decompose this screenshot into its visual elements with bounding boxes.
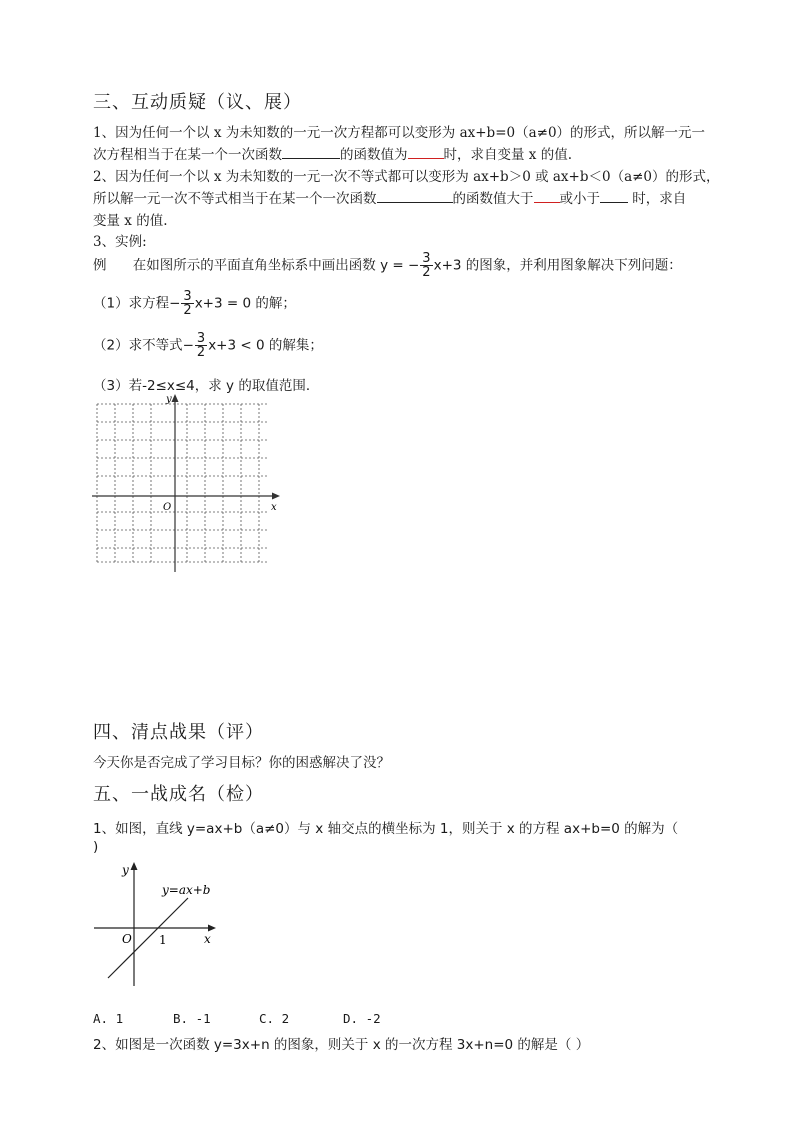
fraction-denominator: 2: [196, 345, 206, 360]
fraction: [181, 290, 193, 317]
answer-blank-red: [408, 146, 444, 159]
origin-label: O: [163, 502, 172, 513]
question-5-1-line-1: 1、如图，直线 y=ax+b（a≠0）与 x 轴交点的横坐标为 1，则关于 x 的方程 ax+b=0 的解为（: [93, 821, 679, 837]
example-text-post: x+3 的图象，并利用图象解决下列问题：: [433, 257, 682, 274]
y-axis-arrow: [131, 862, 138, 870]
option-c[interactable]: C. 2: [259, 1011, 290, 1026]
fraction-numerator: 3: [196, 331, 206, 346]
item-1-text-a: 次方程相当于在某一个一次函数: [93, 147, 282, 163]
question-3: （3）若-2≤x≤4，求 y 的取值范围．: [93, 378, 320, 394]
fraction-numerator: 3: [422, 251, 431, 266]
answer-blank: [282, 146, 340, 159]
answer-blank: [377, 190, 453, 203]
fraction-numerator: 3: [183, 289, 192, 304]
fraction: [195, 332, 207, 359]
line-equation-label: y=ax+b: [162, 883, 211, 897]
x-axis-label: x: [271, 502, 277, 513]
intercept-label: 1: [159, 933, 167, 947]
x-axis-arrow: [208, 925, 216, 932]
question-1-pre: （1）求方程−: [93, 295, 181, 312]
y-axis-label: y: [122, 863, 129, 877]
y-axis-arrow: [172, 394, 179, 402]
item-2-line-2: [93, 187, 686, 207]
option-a[interactable]: A. 1: [93, 1011, 124, 1026]
question-2: [93, 332, 323, 359]
option-b[interactable]: B. -1: [173, 1011, 211, 1026]
grid-lines: [97, 404, 268, 562]
item-1-text-b: 的函数值为: [340, 147, 408, 163]
item-2-text-d: 时，求自: [628, 191, 687, 207]
section-heading-4: 四、清点战果（评）: [93, 722, 264, 743]
question-2-pre: （2）求不等式−: [93, 337, 194, 354]
fraction: [420, 252, 432, 279]
section-heading-3: 三、互动质疑（议、展）: [93, 92, 302, 113]
question-1: [93, 290, 296, 317]
x-axis-arrow: [272, 493, 280, 500]
section-4-text: 今天你是否完成了学习目标？你的困惑解决了没？: [93, 755, 390, 771]
item-1-text-c: 时，求自变量 x 的值.: [443, 147, 572, 163]
x-axis-label: x: [204, 932, 211, 946]
question-2-post: x+3 < 0 的解集；: [208, 337, 323, 354]
question-1-post: x+3 = 0 的解；: [194, 295, 296, 312]
answer-blank: [600, 190, 628, 203]
y-axis-label: y: [166, 394, 172, 405]
item-2-text-b: 的函数值大于: [452, 191, 534, 207]
function-line: [108, 898, 188, 978]
option-d[interactable]: D. -2: [343, 1011, 381, 1026]
item-2-text-c: 或小于: [559, 191, 600, 207]
fraction-denominator: 2: [422, 265, 431, 280]
example-text-pre: 在如图所示的平面直角坐标系中画出函数 y = −: [132, 257, 420, 274]
example-statement: [93, 252, 682, 288]
answer-blank-red: [534, 190, 560, 203]
item-2-text-a: 所以解一元一次不等式相当于在某一个一次函数: [93, 191, 377, 207]
section-heading-5: 五、一战成名（检）: [93, 784, 264, 805]
answer-options: [93, 1011, 381, 1026]
item-1-line-1: 1、因为任何一个以 x 为未知数的一元一次方程都可以变形为 ax+b=0（a≠0）的形式，所以解一元一: [93, 125, 706, 141]
line-graph-figure: [88, 856, 228, 991]
coordinate-grid: [88, 392, 288, 574]
item-1-line-2: [93, 143, 572, 163]
example-label: 例: [93, 257, 107, 274]
item-2-line-3: 变量 x 的值.: [93, 213, 168, 229]
fraction-denominator: 2: [183, 303, 192, 318]
question-5-1-line-2: ): [93, 839, 99, 855]
item-2-line-1: 2、因为任何一个以 x 为未知数的一元一次不等式都可以变形为 ax+b＞0 或 ax+b＜0（a≠0）的形式，: [93, 169, 720, 185]
item-3-title: 3、实例:: [93, 234, 147, 250]
origin-label: O: [122, 932, 132, 946]
question-5-2: 2、如图是一次函数 y=3x+n 的图象，则关于 x 的一次方程 3x+n=0 的解是（ ）: [93, 1037, 590, 1053]
